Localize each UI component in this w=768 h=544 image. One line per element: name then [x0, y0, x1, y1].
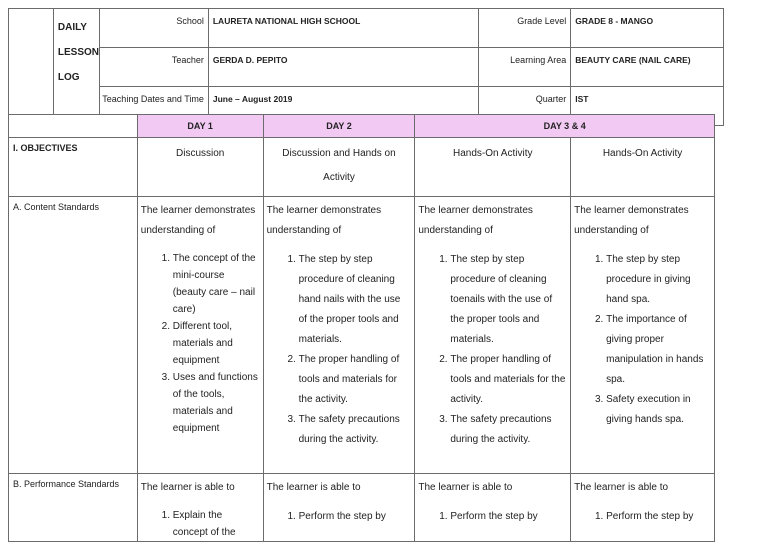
quarter-value: IST: [571, 87, 724, 126]
content-intro: The learner demonstrates understanding of: [574, 205, 689, 236]
list-item: 3. Safety execution in giving hands spa.: [606, 390, 710, 430]
teaching-dates-label: Teaching Dates and Time: [100, 87, 209, 126]
grade-level-value: GRADE 8 - MANGO: [571, 9, 724, 48]
day-1-header: DAY 1: [137, 115, 263, 138]
daily-lesson-log-label: [53, 9, 99, 126]
list-item: 1. The step by step procedure in giving hand spa.: [606, 250, 710, 310]
objectives-label: I. OBJECTIVES: [9, 138, 138, 197]
performance-intro: The learner is able to: [418, 482, 513, 493]
performance-intro: The learner is able to: [266, 482, 361, 493]
content-standards-day-3: [415, 197, 571, 474]
learning-area-label: Learning Area: [479, 48, 571, 87]
teacher-label: Teacher: [100, 48, 209, 87]
content-standards-day-4: [571, 197, 715, 474]
teacher-value: GERDA D. PEPITO: [208, 48, 478, 87]
day-2-header: DAY 2: [263, 115, 415, 138]
quarter-label: Quarter: [479, 87, 571, 126]
performance-standards-day-3: [415, 474, 571, 542]
objective-day-3: Hands-On Activity: [415, 138, 571, 197]
list-item: 1. Perform the step by: [606, 507, 710, 527]
objective-day-2: Discussion and Hands on Activity: [263, 138, 415, 197]
objective-day-4: Hands-On Activity: [571, 138, 715, 197]
days-header-blank: [9, 115, 138, 138]
list-item: 2. The proper handling of tools and materials for the activity.: [299, 350, 411, 410]
list-item: 3. The safety precautions during the activity.: [450, 410, 566, 450]
performance-standards-day-1: [137, 474, 263, 542]
list-item: 1. The step by step procedure of cleaning hand nails with the use of the proper tools and materials.: [299, 250, 411, 350]
dll-line-1: DAILY: [57, 22, 87, 33]
lesson-table: [8, 114, 715, 542]
content-standards-day-2: [263, 197, 415, 474]
dll-line-2: LESSON: [57, 47, 100, 58]
list-item: 1. Perform the step by: [450, 507, 566, 527]
header-left-blank: [9, 9, 54, 126]
list-item: 1. The concept of the mini-course (beauty care – nail care): [173, 250, 259, 318]
dll-line-3: LOG: [57, 72, 80, 83]
performance-standards-day-4: [571, 474, 715, 542]
header-table: [8, 8, 724, 126]
content-intro: The learner demonstrates understanding of: [266, 205, 382, 236]
content-intro: The learner demonstrates understanding of: [140, 205, 256, 236]
performance-intro: The learner is able to: [140, 482, 235, 493]
list-item: 3. Uses and functions of the tools, materials and equipment: [173, 369, 259, 437]
content-standards-label: A. Content Standards: [9, 197, 138, 474]
list-item: 1. The step by step procedure of cleaning toenails with the use of the proper tools and materials.: [450, 250, 566, 350]
day-3-4-header: DAY 3 & 4: [415, 115, 715, 138]
performance-intro: The learner is able to: [574, 482, 669, 493]
list-item: 1. Perform the step by: [299, 507, 411, 527]
list-item: 2. The proper handling of tools and materials for the activity.: [450, 350, 566, 410]
school-value: LAURETA NATIONAL HIGH SCHOOL: [208, 9, 478, 48]
objective-day-1: Discussion: [137, 138, 263, 197]
performance-standards-label: B. Performance Standards: [9, 474, 138, 542]
learning-area-value: BEAUTY CARE (NAIL CARE): [571, 48, 724, 87]
performance-standards-day-2: [263, 474, 415, 542]
list-item: 1. Explain the concept of the: [173, 507, 259, 541]
list-item: 2. The importance of giving proper manipulation in hands spa.: [606, 310, 710, 390]
list-item: 3. The safety precautions during the activity.: [299, 410, 411, 450]
school-label: School: [100, 9, 209, 48]
grade-level-label: Grade Level: [479, 9, 571, 48]
list-item: 2. Different tool, materials and equipment: [173, 318, 259, 369]
content-intro: The learner demonstrates understanding of: [418, 205, 533, 236]
teaching-dates-value: June – August 2019: [208, 87, 478, 126]
content-standards-day-1: [137, 197, 263, 474]
